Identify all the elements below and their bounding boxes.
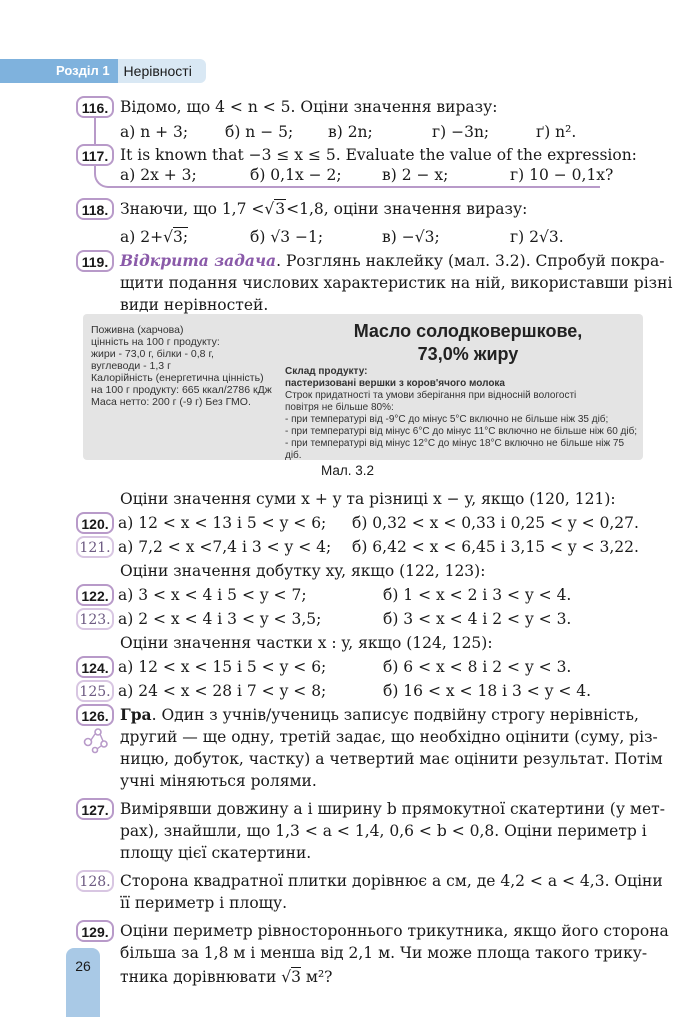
butter-label-figure <box>83 314 643 460</box>
exercise-text: Відомо, що 4 < n < 5. Оціни значення виразу: <box>120 98 498 116</box>
sqrt-radicand: 3 <box>291 968 301 986</box>
exercise-number: 124. <box>76 656 114 678</box>
exercise-number: 120. <box>76 512 114 534</box>
option-b: б) 16 < x < 18 і 3 < y < 4. <box>383 682 592 700</box>
exercise-text: It is known that −3 ≤ x ≤ 5. Evaluate the value of the expression: <box>120 146 637 164</box>
composition-line: - при температурі від мінус 12°С до мінус 18°С включно не більше ніж 75 діб. <box>285 438 625 461</box>
product-title <box>303 320 633 366</box>
option-prefix: в) − <box>382 228 415 246</box>
composition-line: Строк придатності та умови зберігання при відносній вологості <box>285 390 577 401</box>
text-line: Оціни периметр рівностороннього трикутника, якщо його сторона <box>120 922 669 940</box>
option-d: г) 2√3. <box>510 228 564 246</box>
product-title-line: Масло солодковершкове, <box>353 321 583 341</box>
option-b: б) 1 < x < 2 і 3 < y < 4. <box>383 586 572 604</box>
composition-ingredient: пастеризовані вершки з коров'ячого молока <box>285 378 505 389</box>
composition-line: - при температурі від мінус 6°С до мінус 11°С включно не більше ніж 60 діб; <box>285 426 638 437</box>
nutrition-line: вуглеводи - 1,3 г <box>91 360 171 372</box>
option-d: г) 10 − 0,1x? <box>510 166 614 184</box>
text-line: її периметр і площу. <box>120 894 288 912</box>
option-prefix: б) <box>250 228 266 246</box>
option-a: а) 12 < x < 15 і 5 < y < 6; <box>118 658 327 676</box>
text-part: <1,8, оціни значення виразу: <box>286 200 528 218</box>
option-b: б) 3 < x < 4 і 2 < y < 3. <box>383 610 572 628</box>
exercise-number: 117. <box>76 144 114 166</box>
text-line: більша за 1,8 м і менша від 2,1 м. Чи може площа такого трику- <box>120 944 648 962</box>
exercise-number: 126. <box>76 704 114 726</box>
option-a: а) 2+√3; <box>120 228 189 246</box>
option-d: г) −3n; <box>432 123 490 141</box>
composition-info <box>285 366 640 462</box>
option-a: а) 2 < x < 4 і 3 < y < 3,5; <box>118 610 322 628</box>
nutrition-info <box>91 324 291 408</box>
option-b: б) n − 5; <box>225 123 294 141</box>
option-e: ґ) n². <box>536 123 577 141</box>
section-label: Розділ 1 <box>0 59 118 83</box>
option-a: а) 2x + 3; <box>120 166 197 184</box>
composition-line: повітря не більше 80%: <box>285 402 394 413</box>
text-line: . Розглянь наклейку (мал. 3.2). Спробуй покра- <box>276 252 665 270</box>
page-number-tab <box>66 948 100 1017</box>
exercise-number: 121. <box>76 536 114 558</box>
product-title-line: 73,0% жиру <box>417 344 519 364</box>
option-prefix: г) 2 <box>510 228 539 246</box>
option-prefix: а) 2+ <box>120 228 164 246</box>
exercise-number: 119. <box>76 250 114 272</box>
option-radicand: 3; <box>424 228 440 246</box>
exercise-text <box>120 704 639 726</box>
nutrition-line: Поживна (харчова) <box>91 324 184 336</box>
text-line: щити подання числових характеристик на ній, використавши різні <box>120 274 673 292</box>
sqrt-radicand: 3 <box>275 200 286 218</box>
option-b: б) 6,42 < x < 6,45 і 3,15 < y < 3,22. <box>352 538 639 556</box>
text-line: учні міняються ролями. <box>120 772 317 790</box>
option-c: в) −√3; <box>382 228 440 246</box>
section-topic: Нерівності <box>118 59 206 83</box>
text-line: тника дорівнювати √3 м²? <box>120 968 333 986</box>
option-radicand: 3. <box>548 228 564 246</box>
option-b: б) 6 < x < 8 і 2 < y < 3. <box>383 658 572 676</box>
exercise-number: 129. <box>76 920 114 942</box>
intro-text: Оціни значення суми x + y та різниці x − y, якщо (120, 121): <box>120 490 616 508</box>
intro-text: Оціни значення добутку xy, якщо (122, 123): <box>120 562 486 580</box>
figure-caption: Мал. 3.2 <box>320 463 375 478</box>
option-b: б) 0,32 < x < 0,33 і 0,25 < y < 0,27. <box>352 514 639 532</box>
nutrition-line: Маса нетто: 200 г (-9 г) Без ГМО. <box>91 396 251 408</box>
exercise-number: 123. <box>76 608 114 630</box>
game-label: Гра <box>120 705 152 724</box>
open-task-label: Відкрита задача <box>120 251 277 270</box>
exercise-text <box>120 250 664 272</box>
text-line: . Один з учнів/учениць записує подвійну строгу нерівність, <box>151 706 639 724</box>
nutrition-line: цінність на 100 г продукту: <box>91 336 220 348</box>
exercise-number: 128. <box>76 870 114 892</box>
text-line: другий — ще одну, третій задає, що необхідно оцінити (суму, різ- <box>120 728 658 746</box>
composition-heading: Склад продукту: <box>285 366 368 377</box>
text-part: Знаючи, що 1,7 < <box>120 200 265 218</box>
exercise-text <box>120 198 527 220</box>
text-part: тника дорівнювати <box>120 968 277 986</box>
sqrt-expression: √3 <box>264 200 286 218</box>
intro-text: Оціни значення частки x : y, якщо (124, 125): <box>120 634 493 652</box>
option-a: а) 24 < x < 28 і 7 < y < 8; <box>118 682 327 700</box>
nutrition-line: жири - 73,0 г, білки - 0,8 г, <box>91 348 214 360</box>
option-a: а) 12 < x < 13 і 5 < y < 6; <box>118 514 327 532</box>
option-c: в) 2 − x; <box>382 166 449 184</box>
text-line: ницю, добуток, частку) а четвертий має оцінити результат. Потім <box>120 750 663 768</box>
option-c: в) 2n; <box>328 123 373 141</box>
nutrition-line: на 100 г продукту: 665 ккал/2786 кДж <box>91 384 272 396</box>
section-header <box>0 59 206 83</box>
text-part: м²? <box>300 968 333 986</box>
option-a: а) 3 < x < 4 і 5 < y < 7; <box>118 586 307 604</box>
option-a: а) n + 3; <box>120 123 189 141</box>
exercise-number: 122. <box>76 584 114 606</box>
option-a: а) 7,2 < x <7,4 і 3 < y < 4; <box>118 538 332 556</box>
exercise-number: 116. <box>76 96 114 118</box>
text-line: види нерівностей. <box>120 296 269 314</box>
exercise-number: 127. <box>76 798 114 820</box>
exercise-number: 118. <box>76 198 114 220</box>
option-radicand: 3 −1; <box>280 228 324 246</box>
nutrition-line: Калорійність (енергетична цінність) <box>91 372 264 384</box>
composition-line: - при температурі від -9°С до мінус 5°С включно не більше ніж 35 діб; <box>285 414 609 425</box>
text-line: Сторона квадратної плитки дорівнює a см, де 4,2 < a < 4,3. Оціни <box>120 872 663 890</box>
option-radicand: 3; <box>172 228 189 246</box>
option-b: б) √3 −1; <box>250 228 324 246</box>
text-line: Вимірявши довжину a і ширину b прямокутної скатертини (у мет- <box>120 800 665 818</box>
exercise-number: 125. <box>76 680 114 702</box>
group-game-icon <box>82 728 110 754</box>
option-b: б) 0,1x − 2; <box>250 166 342 184</box>
text-line: рах), знайшли, що 1,3 < a < 1,4, 0,6 < b < 0,8. Оціни периметр і <box>120 822 647 840</box>
text-line: площу цієї скатертини. <box>120 844 312 862</box>
page-number: 26 <box>75 958 91 974</box>
